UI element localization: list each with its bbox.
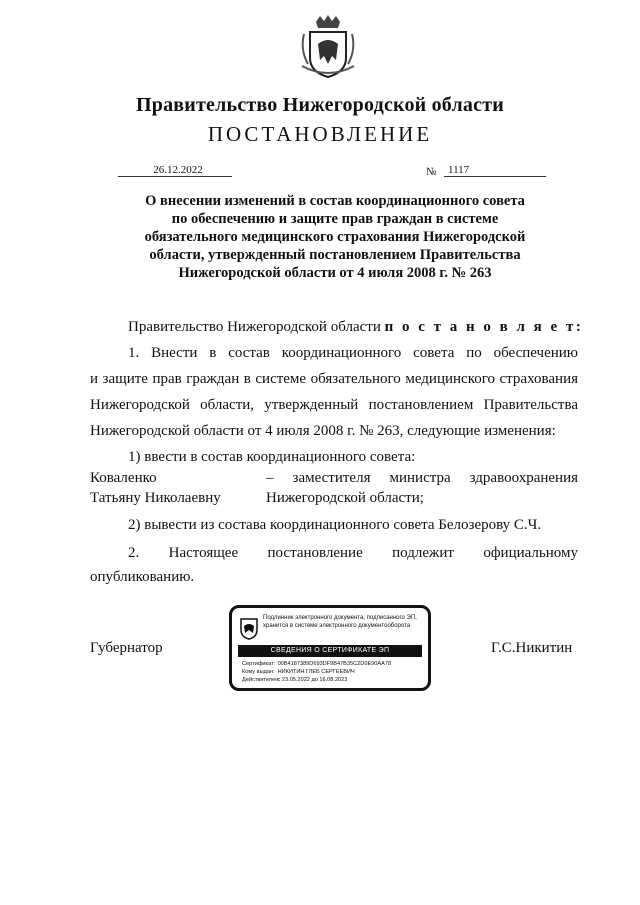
subject-line: области, утвержденный постановлением Правительства: [149, 247, 521, 263]
valid-value: с 23.05.2022 до 16.08.2023: [277, 676, 348, 683]
signatory-name: Г.С.Никитин: [491, 640, 573, 656]
document-type: ПОСТАНОВЛЕНИЕ: [207, 122, 433, 146]
electronic-signature-stamp: [229, 605, 431, 691]
document-date: 26.12.2022: [118, 164, 232, 177]
valid-label: Действителен:: [242, 676, 280, 683]
government-title: Правительство Нижегородской области: [136, 94, 504, 116]
stamp-title-bar: СВЕДЕНИЯ О СЕРТИФИКАТЕ ЭП: [238, 645, 422, 657]
person-surname: Коваленко: [90, 470, 157, 486]
decree-word: п о с т а н о в л я е т:: [384, 319, 584, 335]
stamp-notice-line: Подлинник электронного документа, подписанного ЭП,: [263, 615, 417, 621]
subject-line: О внесении изменений в состав координационного совета: [145, 193, 525, 209]
paragraph-2-line: 2. Настоящее постановление подлежит официальному: [128, 545, 578, 561]
paragraph-1-line: 1. Внести в состав координационного совета по обеспечению: [128, 345, 578, 361]
issued-value: НИКИТИН ГЛЕБ СЕРГЕЕВИЧ: [277, 668, 355, 675]
cert-value: 00B4187389D693DF9B47B35C2D0E90AA78: [277, 661, 392, 667]
paragraph-1-line: и защите прав граждан в системе обязательного медицинского страхования: [90, 371, 578, 387]
item-1: 1) ввести в состав координационного совета:: [128, 449, 416, 465]
paragraph-1-line: Нижегородской области, утвержденный постановлением Правительства: [90, 397, 578, 413]
subject-line: по обеспечению и защите прав граждан в системе: [171, 211, 499, 227]
issued-label: Кому выдан:: [242, 668, 275, 675]
person-name: Татьяну Николаевну: [90, 490, 221, 506]
paragraph-2-line: опубликованию.: [90, 569, 195, 585]
stamp-notice-line: хранится в системе электронного документооборота: [263, 623, 411, 629]
stamp-details: [242, 661, 391, 684]
document-subject: [100, 192, 570, 282]
region-coat-of-arms-icon: [239, 616, 259, 640]
lead-text: Правительство Нижегородской области: [128, 319, 385, 335]
lead-paragraph: [128, 314, 583, 340]
subject-line: Нижегородской области от 4 июля 2008 г. № 263: [178, 265, 492, 281]
item-2: 2) вывести из состава координационного совета Белозерову С.Ч.: [128, 517, 542, 533]
cert-label: Сертификат:: [242, 661, 276, 667]
person-role: – заместителя министра здравоохранения: [266, 470, 578, 486]
number-label: №: [426, 166, 437, 178]
person-role-cont: Нижегородской области;: [266, 490, 424, 506]
signatory-position: Губернатор: [90, 640, 163, 656]
paragraph-1-line: Нижегородской области от 4 июля 2008 г. № 263, следующие изменения:: [90, 423, 556, 439]
stamp-notice: [263, 614, 428, 630]
nizhny-novgorod-coat-of-arms-icon: [298, 14, 358, 80]
document-number: 1117: [444, 164, 546, 177]
subject-line: обязательного медицинского страхования Нижегородской: [144, 229, 526, 245]
